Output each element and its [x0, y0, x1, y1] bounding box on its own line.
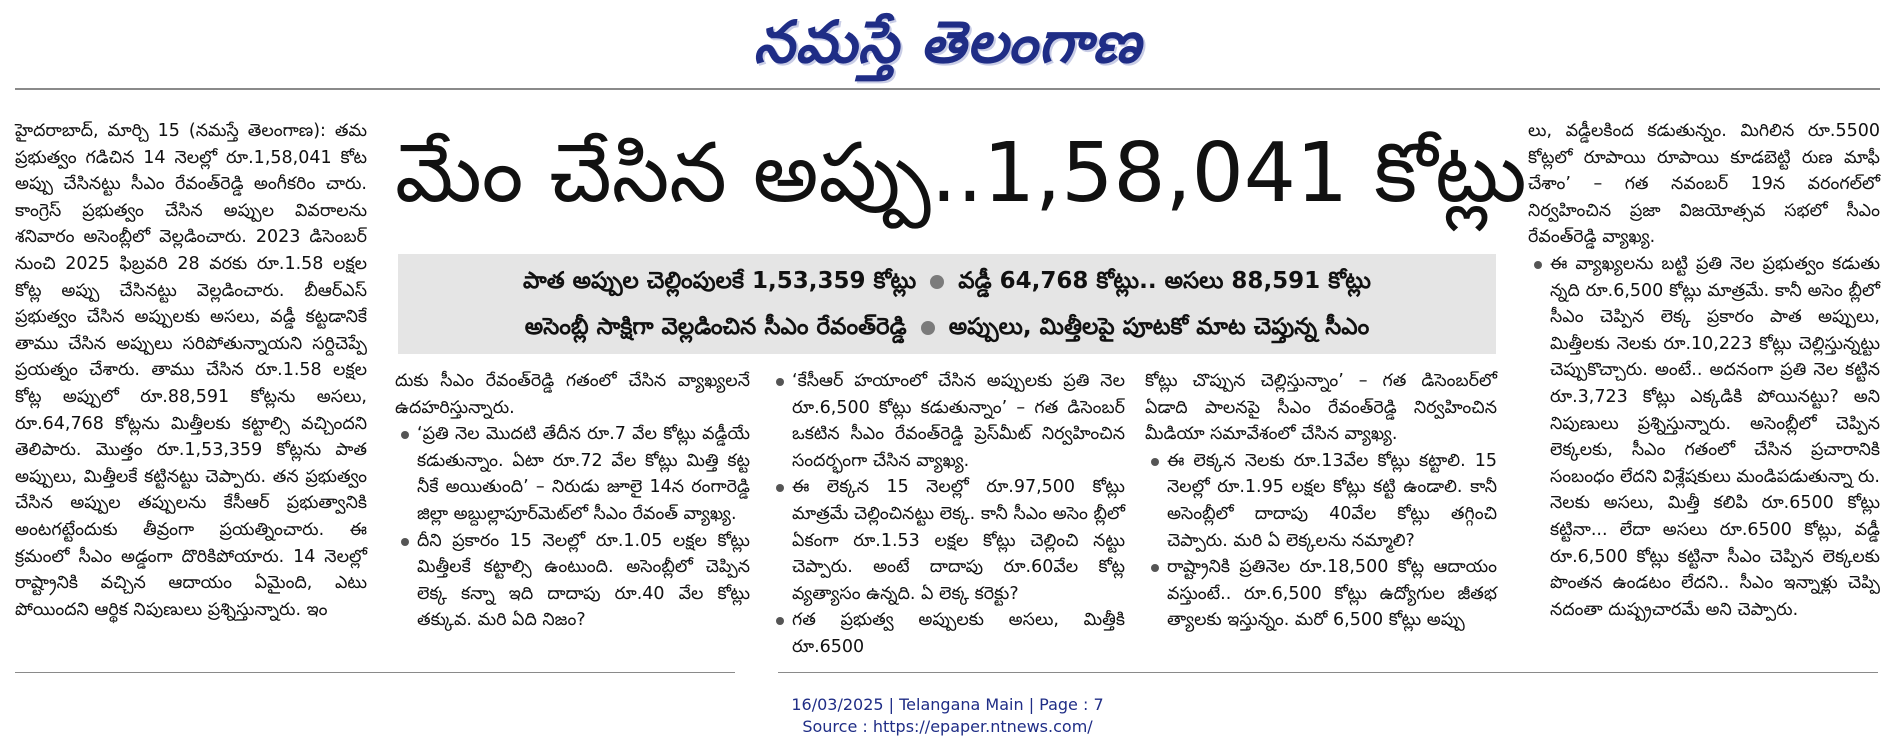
list-item: ‘కేసీఆర్ హయాంలో చేసిన అప్పులకు ప్రతి నెల రూ.6,500 కోట్లు కడుతున్నాం’ – గత డిసెంబర్ ఒకటిన సీఎం రేవంత్‌రెడ్డి ప్రెస్‌మీట్ నిర్వహించిన సందర్భంగా చేసిన వ్యాఖ్య.: [770, 368, 1125, 474]
column-5-bullet-list: [1528, 251, 1880, 623]
deck-line-1-left: పాత అప్పుల చెల్లింపులకే 1,53,359 కోట్లు: [523, 268, 917, 294]
column-3-bullet-list: [770, 368, 1125, 661]
article-deck: [398, 254, 1496, 354]
article-column-3: [770, 368, 1125, 661]
list-item: ‘ప్రతి నెల మొదటి తేదీన రూ.7 వేల కోట్లు వడ్డీయే కడుతున్నాం. ఏటా రూ.72 వేల కోట్లు మిత్తి కట్ట నీకే అయితుంది’ – నిరుడు జూలై 14న రంగారెడ్డి జిల్లా అబ్దుల్లాపూర్‌మెట్‌లో సీఎం రేవంత్ వ్యాఖ్య.: [395, 421, 750, 527]
list-item: ఈ లెక్కన నెలకు రూ.13వేల కోట్లు కట్టాలి. 15 నెలల్లో రూ.1.95 లక్షల కోట్లు కట్టి ఉండాలి. కానీ అసెంబ్లీలో దాదాపు 40వేల కోట్లు తగ్గించి చెప్పారు. మరి ఏ లెక్కలను నమ్మాలి?: [1145, 448, 1497, 554]
bullet-dot-icon: [921, 321, 935, 335]
deck-line-2-right: అప్పులు, మిత్తీలపై పూటకో మాట చెప్తున్న సీఎం: [948, 314, 1370, 340]
deck-line-1-right: వడ్డీ 64,768 కోట్లు.. అసలు 88,591 కోట్లు: [958, 268, 1371, 294]
edition-info: 16/03/2025 | Telangana Main | Page : 7: [791, 695, 1104, 714]
column-4-bullet-list: [1145, 448, 1497, 634]
bullet-dot-icon: [930, 275, 944, 289]
column-2-bullet-list: [395, 421, 750, 634]
column-2-intro: దుకు సీఎం రేవంత్‌రెడ్డి గతంలో చేసిన వ్యాఖ్యలనే ఉదహరిస్తున్నారు.: [395, 371, 750, 418]
list-item: గత ప్రభుత్వ అప్పులకు అసలు, మిత్తీకి రూ.6500: [770, 607, 1125, 660]
source-link[interactable]: Source : https://epaper.ntnews.com/: [802, 717, 1093, 736]
column-4-intro: కోట్లు చొప్పున చెల్లిస్తున్నాం’ – గత డిసెంబర్‌లో ఏడాది పాలనపై సీఎం రేవంత్‌రెడ్డి నిర్వహించిన మీడియా సమావేశంలో చేసిన వ్యాఖ్య.: [1145, 371, 1497, 445]
deck-line-2: [398, 305, 1496, 349]
list-item: ఈ వ్యాఖ్యలను బట్టి ప్రతి నెల ప్రభుత్వం కడుతు న్నది రూ.6,500 కోట్లు మాత్రమే. కానీ అసెం బ్లీలో సీఎం చెప్పిన లెక్క ప్రకారం పాత అప్పులు, మిత్తీలకు నెలకు రూ.10,223 కోట్లు చెల్లిస్తున్నట్టు చెప్పుకొచ్చారు. అంటే.. అదనంగా ప్రతి నెల కట్టిన రూ.3,723 కోట్లు ఎక్కడికి పోయినట్టు? అని నిపుణులు ప్రశ్నిస్తున్నారు. అసెంబ్లీలో చెప్పిన లెక్కలకు, సీఎం గతంలో చేసిన ప్రచారానికి సంబంధం లేదని విశ్లేషకులు మండిపడుతున్నా రు. నెలకు అసలు, మిత్తీ కలిపి రూ.6500 కోట్లు కట్టినా... లేదా అసలు రూ.6500 కోట్లు, వడ్డీ రూ.6,500 కోట్లు కట్టినా సీఎం చెప్పిన లెక్కలకు పొంతన ఉండటం లేదని.. సీఎం ఇన్నాళ్లు చెప్పి నదంతా దుష్ప్రచారమే అని చెప్పారు.: [1528, 251, 1880, 623]
article-lead-paragraph: హైదరాబాద్, మార్చి 15 (నమస్తే తెలంగాణ): తమ ప్రభుత్వం గడిచిన 14 నెలల్లో రూ.1,58,041 కోట అప్పు చేసినట్టు సీఎం రేవంత్‌రెడ్డి అంగీకరిం చారు. కాంగ్రెస్ ప్రభుత్వం చేసిన అప్పుల వివరాలను శనివారం అసెంబ్లీలో వెల్లడించారు. 2023 డిసెంబర్ నుంచి 2025 ఫిబ్రవరి 28 వరకు రూ.1.58 లక్షల కోట్ల అప్పు చేసినట్టు వెల్లడించారు. బీఆర్‌ఎస్ ప్రభుత్వం చేసిన అప్పులకు అసలు, వడ్డీ కట్టడానికే తాము చేసిన అప్పులు సరిపోతున్నాయని సర్దిచెప్పే ప్రయత్నం చేశారు. తాము చేసిన రూ.1.58 లక్షల కోట్ల అప్పులో రూ.88,591 కోట్లను అసలు, రూ.64,768 కోట్లను మిత్తీలకు కట్టాల్సి వచ్చిందని తెలిపారు. మొత్తం రూ.1,53,359 కోట్లను పాత అప్పులు, మిత్తీలకే కట్టినట్టు చెప్పారు. తన ప్రభుత్వం చేసిన అప్పుల తప్పులను కేసీఆర్ ప్రభుత్వానికి అంటగట్టేందుకు తీవ్రంగా ప్రయత్నించారు. ఈ క్రమంలో సీఎం అడ్డంగా దొరికిపోయారు. 14 నెలల్లో రాష్ట్రానికి వచ్చిన ఆదాయం ఏమైంది, ఎటు పోయిందని ఆర్థిక నిపుణులు ప్రశ్నిస్తున్నారు. ఇం: [15, 121, 367, 620]
list-item: రాష్ట్రానికి ప్రతినెల రూ.18,500 కోట్ల ఆదాయం వస్తుంటే.. రూ.6,500 కోట్లు ఉద్యోగుల జీతభ త్యాలకు ఇస్తున్నం. మరో 6,500 కోట్లు అప్పు: [1145, 554, 1497, 634]
article-column-2: [395, 368, 750, 634]
article-column-4: [1145, 368, 1497, 634]
columns-bottom-rule: [778, 672, 1878, 673]
article-headline: మేం చేసిన అప్పు..1,58,041 కోట్లు: [395, 126, 1527, 221]
column-5-intro: లు, వడ్డీలకింద కడుతున్నం. మిగిలిన రూ.5500 కోట్లలో రూపాయి రూపాయి కూడబెట్టి రుణ మాఫీ చేశాం’ – గత నవంబర్ 19న వరంగల్‌లో నిర్వహించిన ప్రజా విజయోత్సవ సభలో సీఎం రేవంత్‌రెడ్డి వ్యాఖ్య.: [1528, 121, 1880, 248]
article-column-1: [15, 118, 367, 623]
column-1-bottom-rule: [15, 672, 735, 673]
article-column-5: [1528, 118, 1880, 623]
deck-line-1: [398, 259, 1496, 303]
newspaper-masthead: నమస్తే తెలంగాణ: [753, 8, 1142, 76]
masthead-divider: [15, 88, 1880, 90]
deck-line-2-left: అసెంబ్లీ సాక్షిగా వెల్లడించిన సీఎం రేవంత్‌రెడ్డి: [524, 314, 907, 340]
list-item: ఈ లెక్కన 15 నెలల్లో రూ.97,500 కోట్లు మాత్రమే చెల్లించినట్టు లెక్క. కానీ సీఎం అసెం బ్లీలో ఏకంగా రూ.1.53 లక్షల కోట్లు చెల్లించి నట్టు చెప్పారు. అంటే దాదాపు రూ.60వేల కోట్ల వ్యత్యాసం ఉన్నది. ఏ లెక్క కరెక్టు?: [770, 474, 1125, 607]
list-item: దీని ప్రకారం 15 నెలల్లో రూ.1.05 లక్షల కోట్లు మిత్తీలకే కట్టాల్సి ఉంటుంది. అసెంబ్లీలో చెప్పిన లెక్క కన్నా ఇది దాదాపు రూ.40 వేల కోట్లు తక్కువ. మరి ఏది నిజం?: [395, 528, 750, 634]
